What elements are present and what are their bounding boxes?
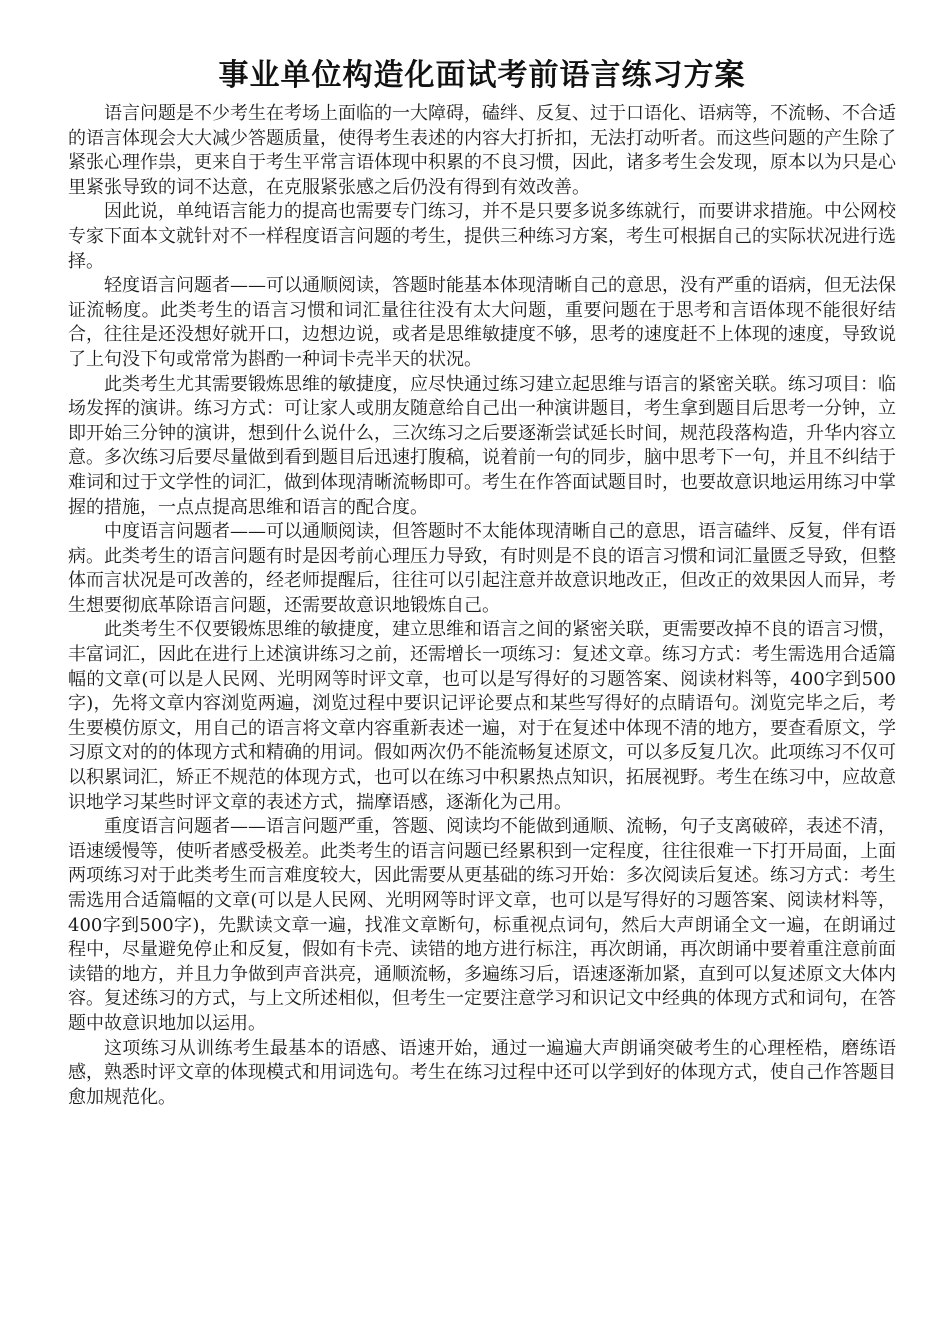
paragraph-severe-problem: 重度语言问题者——语言问题严重，答题、阅读均不能做到通顺、流畅，句子支离破碎，表述不清，语速缓慢等，使听者感受极差。此类考生的语言问题已经累积到一定程度，往往很难一下打开局面，上面两项练习对于此类考生而言难度较大，因此需要从更基础的练习开始：多次阅读后复述。练习方式：考生需选用合适篇幅的文章(可以是人民网、光明网等时评文章，也可以是写得好的习题答案、阅读材料等，400字到500字)，先默读文章一遍，找准文章断句，标重视点词句，然后大声朗诵全文一遍，在朗诵过程中，尽量避免停止和反复，假如有卡壳、读错的地方进行标注，再次朗诵，再次朗诵中要着重注意前面读错的地方，并且力争做到声音洪亮，通顺流畅，多遍练习后，语速逐渐加紧，直到可以复述原文大体内容。复述练习的方式，与上文所述相似，但考生一定要注意学习和识记文中经典的体现方式和词句，在答题中故意识地加以运用。 (68, 816, 896, 1034)
paragraph-mild-practice: 此类考生尤其需要锻炼思维的敏捷度，应尽快通过练习建立起思维与语言的紧密关联。练习项目：临场发挥的演讲。练习方式：可让家人或朋友随意给自己出一种演讲题目，考生拿到题目后思考一分钟，立即开始三分钟的演讲，想到什么说什么，三次练习之后要逐渐尝试延长时间，规范段落构造，升华内容立意。多次练习后要尽量做到看到题目后迅速打腹稿，说着前一句的同步，脑中思考下一句，并且不纠结于难词和过于文学性的词汇，做到体现清晰流畅即可。考生在作答面试题目时，也要故意识地运用练习中掌握的措施，一点点提高思维和语言的配合度。 (68, 373, 896, 518)
paragraph-moderate-practice: 此类考生不仅要锻炼思维的敏捷度，建立思维和语言之间的紧密关联，更需要改掉不良的语言习惯，丰富词汇，因此在进行上述演讲练习之前，还需增长一项练习：复述文章。练习方式：考生需选用合适篇幅的文章(可以是人民网、光明网等时评文章，也可以是写得好的习题答案、阅读材料等，400字到500字)，先将文章内容浏览两遍，浏览过程中要识记评论要点和某些写得好的点睛语句。浏览完毕之后，考生要模仿原文，用自己的语言将文章内容重新表述一遍，对于在复述中体现不清的地方，要查看原文，学习原文对的的体现方式和精确的用词。假如两次仍不能流畅复述原文，可以多反复几次。此项练习不仅可以积累词汇，矫正不规范的体现方式，也可以在练习中积累热点知识，拓展视野。考生在练习中，应故意识地学习某些时评文章的表述方式，揣摩语感，逐渐化为己用。 (68, 619, 896, 813)
paragraph-overview: 因此说，单纯语言能力的提高也需要专门练习，并不是只要多说多练就行，而要讲求措施。中公网校专家下面本文就针对不一样程度语言问题的考生，提供三种练习方案，考生可根据自己的实际状况进行选择。 (68, 201, 896, 272)
document-body (68, 102, 896, 1110)
paragraph-conclusion: 这项练习从训练考生最基本的语感、语速开始，通过一遍遍大声朗诵突破考生的心理桎梏，磨练语感，熟悉时评文章的体现模式和用词选句。考生在练习过程中还可以学到好的体现方式，使自己作答题目愈加规范化。 (68, 1037, 896, 1108)
paragraph-moderate-problem: 中度语言问题者——可以通顺阅读，但答题时不太能体现清晰自己的意思，语言磕绊、反复，伴有语病。此类考生的语言问题有时是因考前心理压力导致，有时则是不良的语言习惯和词汇量匮乏导致，但整体而言状况是可改善的，经老师提醒后，往往可以引起注意并故意识地改正，但改正的效果因人而异，考生想要彻底革除语言问题，还需要故意识地锻炼自己。 (68, 521, 896, 616)
paragraph-intro: 语言问题是不少考生在考场上面临的一大障碍，磕绊、反复、过于口语化、语病等，不流畅、不合适的语言体现会大大减少答题质量，使得考生表述的内容大打折扣，无法打动听者。而这些问题的产生除了紧张心理作祟，更来自于考生平常言语体现中积累的不良习惯，因此，诸多考生会发现，原本以为只是心里紧张导致的词不达意，在克服紧张感之后仍没有得到有效改善。 (68, 103, 896, 198)
paragraph-mild-problem: 轻度语言问题者——可以通顺阅读，答题时能基本体现清晰自己的意思，没有严重的语病，但无法保证流畅度。此类考生的语言习惯和词汇量往往没有太大问题，重要问题在于思考和言语体现不能很好结合，往往是还没想好就开口，边想边说，或者是思维敏捷度不够，思考的速度赶不上体现的速度，导致说了上句没下句或常常为斟酌一种词卡壳半天的状况。 (68, 275, 896, 370)
document-title: 事业单位构造化面试考前语言练习方案 (218, 58, 746, 93)
